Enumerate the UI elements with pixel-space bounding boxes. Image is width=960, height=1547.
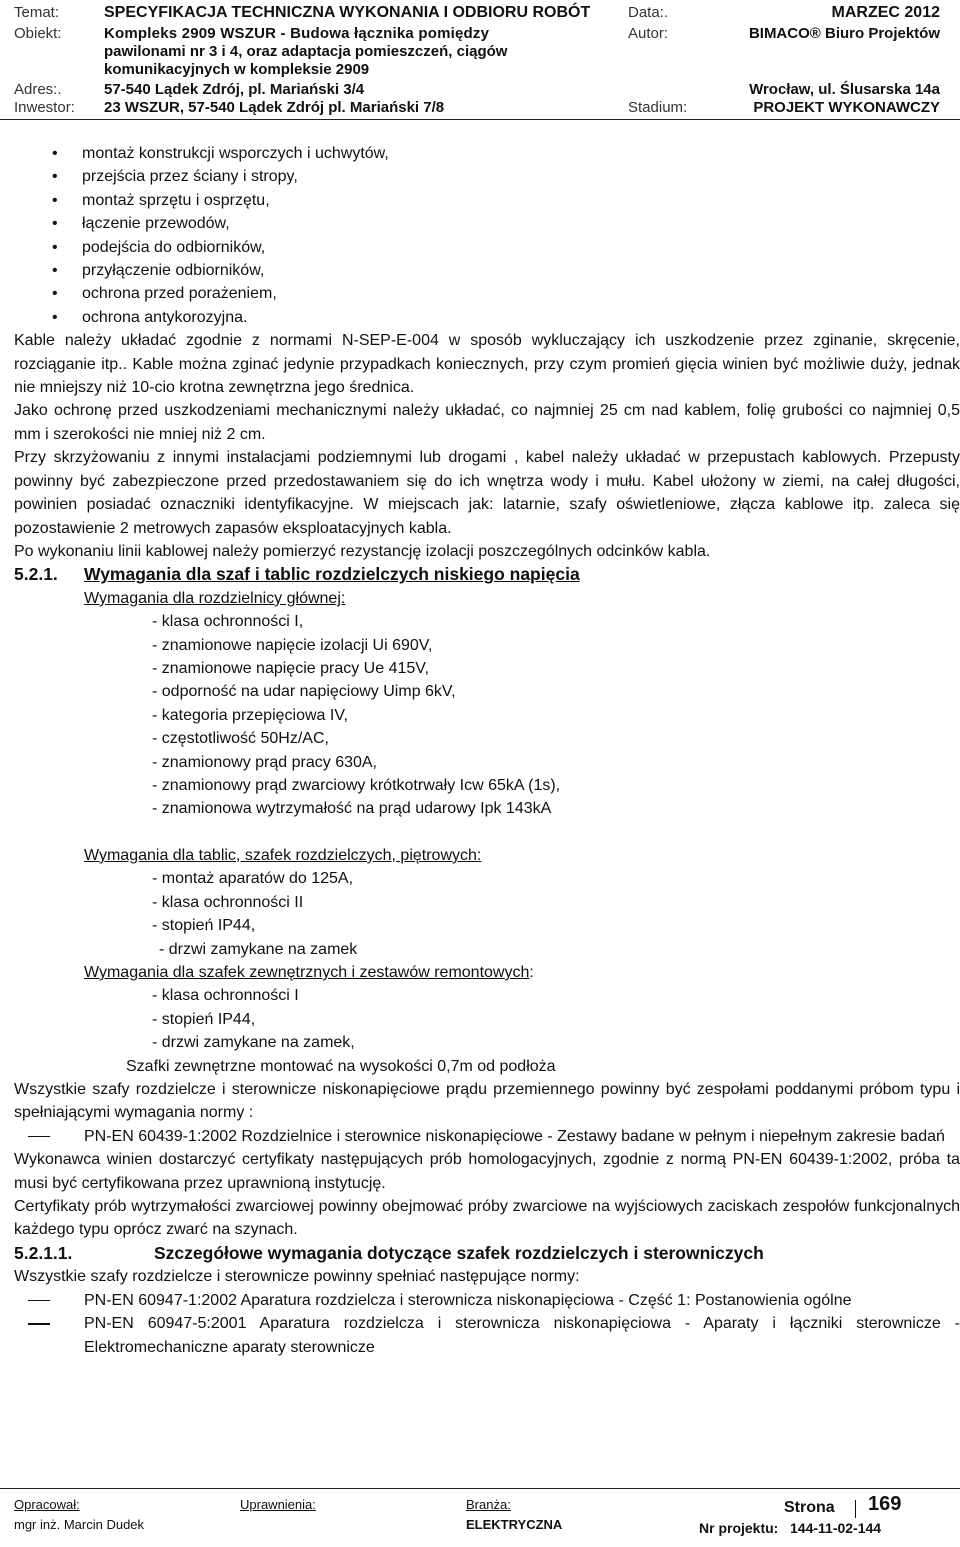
branza-label: Branża: — [466, 1497, 511, 1512]
list-item: - drzwi zamykane na zamek — [159, 940, 358, 958]
address-right: Wrocław, ul. Ślusarska 14a — [749, 81, 940, 98]
project-number-value: 144-11-02-144 — [790, 1520, 882, 1536]
section-number: 5.2.1. — [14, 564, 58, 585]
list-item: - znamionowe napięcie izolacji Ui 690V, — [152, 636, 433, 654]
group-title-external-row — [14, 961, 960, 984]
header-divider — [0, 119, 960, 120]
stadium-value: PROJEKT WYKONAWCZY — [753, 99, 940, 116]
paragraph-protection: Jako ochronę przed uszkodzeniami mechanicznymi należy układać, co najmniej 25 cm nad kablem, folię grubości co najmniej 0,5 mm i szerokości nie mniej niż 2 cm. — [14, 402, 960, 443]
list-item: - znamionowe napięcie pracy Ue 415V, — [152, 660, 429, 678]
mount-height-note: Szafki zewnętrzne montować na wysokości 0,7m od podłoża — [126, 1057, 556, 1075]
list-item: - klasa ochronności I — [152, 987, 299, 1005]
group-title-main-switchboard: Wymagania dla rozdzielnicy głównej: — [84, 589, 346, 607]
autor-value: BIMACO® Biuro Projektów — [748, 25, 940, 42]
group-title-external-cabinets: Wymagania dla szafek zewnętrznych i zestawów remontowych — [84, 963, 530, 981]
section-heading-5-2-1 — [14, 563, 960, 587]
section-title: Wymagania dla szaf i tablic rozdzielczych niskiego napięcia — [84, 564, 580, 585]
list-item: • montaż sprzętu i osprzętu, — [14, 189, 960, 212]
paragraph-short-circuit: Certyfikaty prób wytrzymałości zwarciowej powinny obejmować próby zwarciowe na wyjściowych zaciskach zespołów funkcjonalnych każdego typu oprócz zwarć na szynach. — [14, 1197, 960, 1239]
obiekt-line-1: Kompleks 2909 WSZUR - Budowa łącznika pomiędzy — [104, 25, 490, 42]
opracowal-label: Opracował: — [14, 1497, 80, 1512]
list-item: - odporność na udar napięciowy Uimp 6kV, — [152, 683, 456, 701]
list-item: • ochrona antykorozyjna. — [14, 306, 960, 329]
list-item: - kategoria przepięciowa IV, — [152, 706, 348, 724]
list-item: - stopień IP44, — [152, 917, 256, 935]
stadium-label: Stadium: — [628, 99, 688, 116]
paragraph-cable-laying: Kable należy układać zgodnie z normami N-SEP-E-004 w sposób wykluczający ich uszkodzenie przez zginanie, skręcenie, rozciąganie itp.. Kable można zginać jedynie przypadkach koniecznych, przy czym promień gięcia winien być możliwie duży, jednak nie mniejszy niż 10-cio krotna zewnętrzna jego średnica. — [14, 332, 960, 397]
list-item: • przyłączenie odbiorników, — [14, 259, 960, 282]
adres-label: Adres:. — [14, 81, 62, 98]
page-footer — [0, 1488, 960, 1547]
project-number-label: Nr projektu: — [699, 1520, 779, 1536]
list-item: • ochrona przed porażeniem, — [14, 282, 960, 305]
page-label: Strona — [784, 1499, 835, 1516]
document-body — [14, 142, 960, 1359]
paragraph-crossings: Przy skrzyżowaniu z innymi instalacjami podziemnymi lub drogami , kabel należy układać w przepustach kablowych. Przepusty powinny być zabezpieczone przed przedostawaniem się do ich wnętrza wody i mułu. Kabel ułożony w ziemi, na całej długości, powinien posiadać oznaczniki identyfikacyjne. W miejscach jak: latarnie, szafy oświetleniowe, złącza kablowe itp. zaleca się pozostawienie 2 metrowych zapasów eksploatacyjnych kabla. — [14, 449, 960, 537]
branza-value: ELEKTRYCZNA — [466, 1517, 563, 1532]
data-value: MARZEC 2012 — [831, 4, 940, 21]
list-item: • podejścia do odbiorników, — [14, 236, 960, 259]
spacer — [14, 821, 960, 844]
list-item: - znamionowy prąd pracy 630A, — [152, 753, 377, 771]
list-item: - stopień IP44, — [152, 1010, 256, 1028]
paragraph-certificates: Wykonawca winien dostarczyć certyfikaty następujących prób homologacyjnych, zgodnie z normą PN-EN 60439-1:2002, próba ta musi być certyfikowana przez uprawnioną instytucję. — [14, 1151, 960, 1192]
group-title-floor-panels: Wymagania dla tablic, szafek rozdzielczych, piętrowych: — [84, 846, 482, 864]
inwestor-label: Inwestor: — [14, 99, 75, 116]
list-item: - częstotliwość 50Hz/AC, — [152, 730, 329, 748]
paragraph-insulation: Po wykonaniu linii kablowej należy pomierzyć rezystancję izolacji poszczególnych odcinków kabla. — [14, 542, 711, 560]
norm-item: PN-EN 60439-1:2002 Rozdzielnice i sterownice niskonapięciowe - Zestawy badane w pełnym i niepełnym zakresie badań — [14, 1125, 960, 1148]
list-item: - znamionowy prąd zwarciowy krótkotrwały Icw 65kA (1s), — [152, 777, 561, 795]
temat-label: Temat: — [14, 4, 60, 21]
bullet-list — [14, 142, 960, 329]
norm-item: PN-EN 60947-1:2002 Aparatura rozdzielcza i sterownicza niskonapięciowa - Część 1: Postanowienia ogólne — [14, 1289, 960, 1312]
list-item: - drzwi zamykane na zamek, — [152, 1034, 355, 1052]
page-number: 169 — [868, 1493, 902, 1515]
paragraph-norms-intro: Wszystkie szafy rozdzielcze i sterownicze powinny spełniać następujące normy: — [14, 1268, 580, 1286]
norms-list-1 — [14, 1125, 960, 1148]
footer-divider — [0, 1488, 960, 1489]
list-item: - klasa ochronności I, — [152, 613, 304, 631]
page-separator — [855, 1500, 856, 1518]
section-title: Szczegółowe wymagania dotyczące szafek rozdzielczych i sterowniczych — [154, 1242, 764, 1263]
opracowal-value: mgr inż. Marcin Dudek — [14, 1517, 145, 1532]
list-item: • łączenie przewodów, — [14, 212, 960, 235]
page-header — [0, 0, 960, 118]
norms-list-2 — [14, 1289, 960, 1359]
list-item: • przejścia przez ściany i stropy, — [14, 165, 960, 188]
group-title-colon: : — [529, 963, 534, 981]
paragraph-type-tests: Wszystkie szafy rozdzielcze i sterownicze niskonapięciowe prądu przemiennego powinny być zespołami poddanymi próbom typu i spełniającymi wymagania normy : — [14, 1080, 960, 1122]
data-label: Data:. — [628, 4, 669, 21]
section-heading-5-2-1-1 — [14, 1242, 960, 1266]
uprawnienia-label: Uprawnienia: — [240, 1497, 316, 1512]
inwestor-value: 23 WSZUR, 57-540 Lądek Zdrój pl. Mariański 7/8 — [104, 99, 445, 116]
obiekt-line-3: komunikacyjnych w kompleksie 2909 — [104, 61, 370, 78]
section-number: 5.2.1.1. — [14, 1242, 73, 1263]
adres-value: 57-540 Lądek Zdrój, pl. Mariański 3/4 — [104, 81, 365, 98]
obiekt-line-2: pawilonami nr 3 i 4, oraz adaptacja pomieszczeń, ciągów — [104, 43, 508, 60]
list-item: • montaż konstrukcji wsporczych i uchwytów, — [14, 142, 960, 165]
temat-value: SPECYFIKACJA TECHNICZNA WYKONANIA I ODBIORU ROBÓT — [104, 4, 591, 21]
list-item: - znamionowa wytrzymałość na prąd udarowy Ipk 143kA — [152, 800, 552, 818]
list-item: - klasa ochronności II — [152, 893, 304, 911]
autor-label: Autor: — [628, 25, 669, 42]
obiekt-label: Obiekt: — [14, 25, 62, 42]
list-item: - montaż aparatów do 125A, — [152, 870, 354, 888]
norm-item: PN-EN 60947-5:2001 Aparatura rozdzielcza i sterownicza niskonapięciowa - Aparaty i łączniki sterownicze - Elektromechaniczne aparaty sterownicze — [14, 1312, 960, 1359]
